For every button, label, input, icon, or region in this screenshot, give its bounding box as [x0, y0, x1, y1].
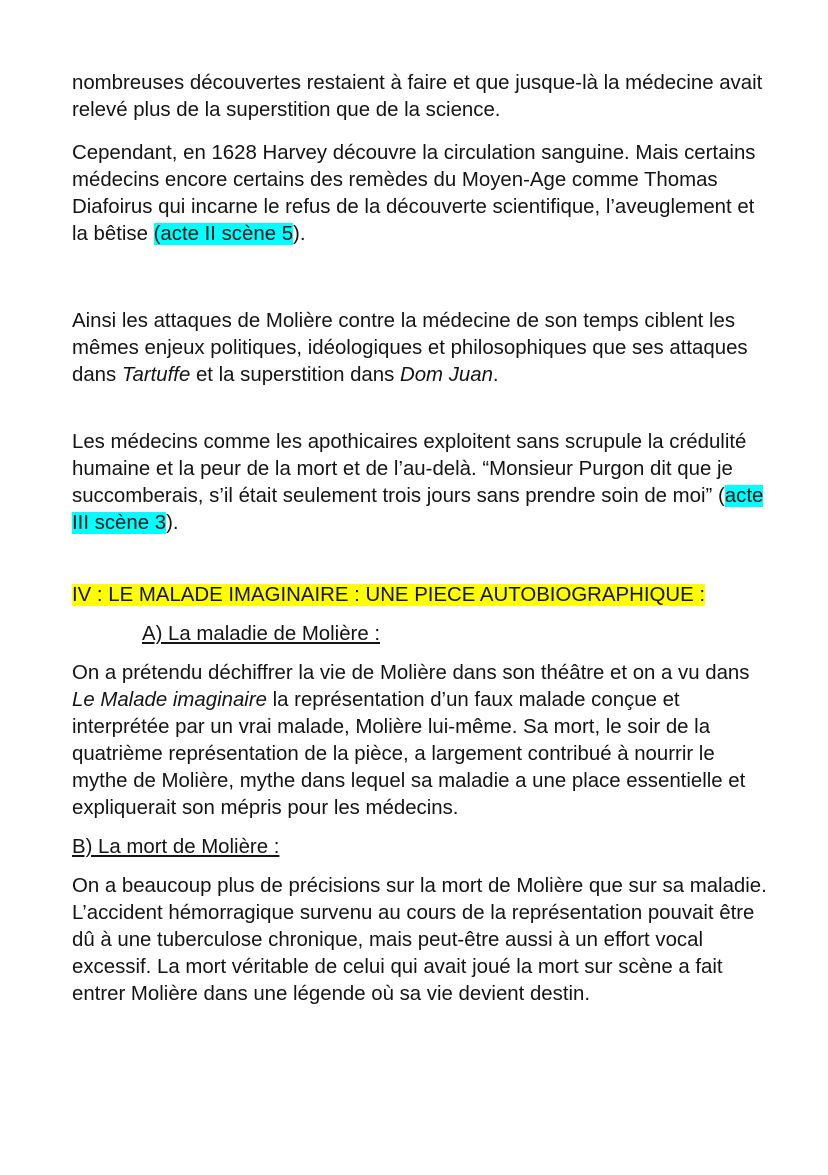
paragraph-5-text: On a prétendu déchiffrer la vie de Molière dans son théâtre et on a vu dans	[72, 662, 750, 684]
paragraph-5-end: la représentation d’un faux malade conçue et interprétée par un vrai malade, Molière lui-même. Sa mort, le soir de la quatrième représentation de la pièce, a largement contribué à nourrir le mythe de Molière, mythe dans lequel sa maladie a une place essentielle et expliquerait son mépris pour les médecins.	[72, 689, 746, 819]
paragraph-2-text: Cependant, en 1628 Harvey découvre la circulation sanguine. Mais certains médecins encore certains des remèdes du Moyen-Age comme Thomas Diafoirus qui incarne le refus de la découverte scientifique, l’aveuglement et la bêtise	[72, 142, 756, 245]
act-reference-highlight: acte III scène 3	[72, 485, 764, 534]
section-heading-text: IV : LE MALADE IMAGINAIRE : UNE PIECE AUTOBIOGRAPHIQUE :	[72, 584, 706, 606]
subsection-heading-b-text: B) La mort de Molière :	[72, 836, 280, 858]
act-reference-highlight: (acte II scène 5	[153, 223, 294, 245]
title-malade-imaginaire: Le Malade imaginaire	[72, 689, 267, 711]
title-dom-juan: Dom Juan	[399, 364, 493, 386]
paragraph-3-text: Ainsi les attaques de Molière contre la médecine de son temps ciblent les mêmes enjeux politiques, idéologiques et philosophiques que ses attaques dans	[72, 310, 748, 386]
paragraph-5	[72, 660, 772, 822]
paragraph-3-end: .	[492, 364, 499, 386]
paragraph-2-end: ).	[293, 223, 306, 245]
document-page	[72, 70, 772, 1008]
paragraph-6	[72, 873, 772, 1008]
paragraph-3-middle: et la superstition dans	[190, 364, 400, 386]
paragraph-4-end: ).	[166, 512, 179, 534]
paragraph-1	[72, 70, 772, 124]
paragraph-4	[72, 429, 772, 537]
section-heading	[72, 582, 772, 609]
subsection-heading-a-text: A) La maladie de Molière :	[142, 623, 381, 645]
title-tartuffe: Tartuffe	[121, 364, 191, 386]
subsection-heading-b	[72, 834, 772, 861]
subsection-heading-a	[72, 621, 772, 648]
paragraph-6-text: On a beaucoup plus de précisions sur la mort de Molière que sur sa maladie. L’accident hémorragique survenu au cours de la représentation pouvait être dû à une tuberculose chronique, mais peut-être aussi à un effort vocal excessif. La mort véritable de celui qui avait joué la mort sur scène a fait entrer Molière dans une légende où sa vie devient destin.	[72, 875, 767, 1005]
paragraph-4-text: Les médecins comme les apothicaires exploitent sans scrupule la crédulité humaine et la peur de la mort et de l’au-delà. “Monsieur Purgon dit que je succomberais, s’il était seulement trois jours sans prendre soin de moi” (	[72, 431, 747, 507]
paragraph-1-text: nombreuses découvertes restaient à faire et que jusque-là la médecine avait relevé plus de la superstition que de la science.	[72, 72, 763, 121]
paragraph-3	[72, 308, 772, 389]
paragraph-2	[72, 140, 772, 248]
